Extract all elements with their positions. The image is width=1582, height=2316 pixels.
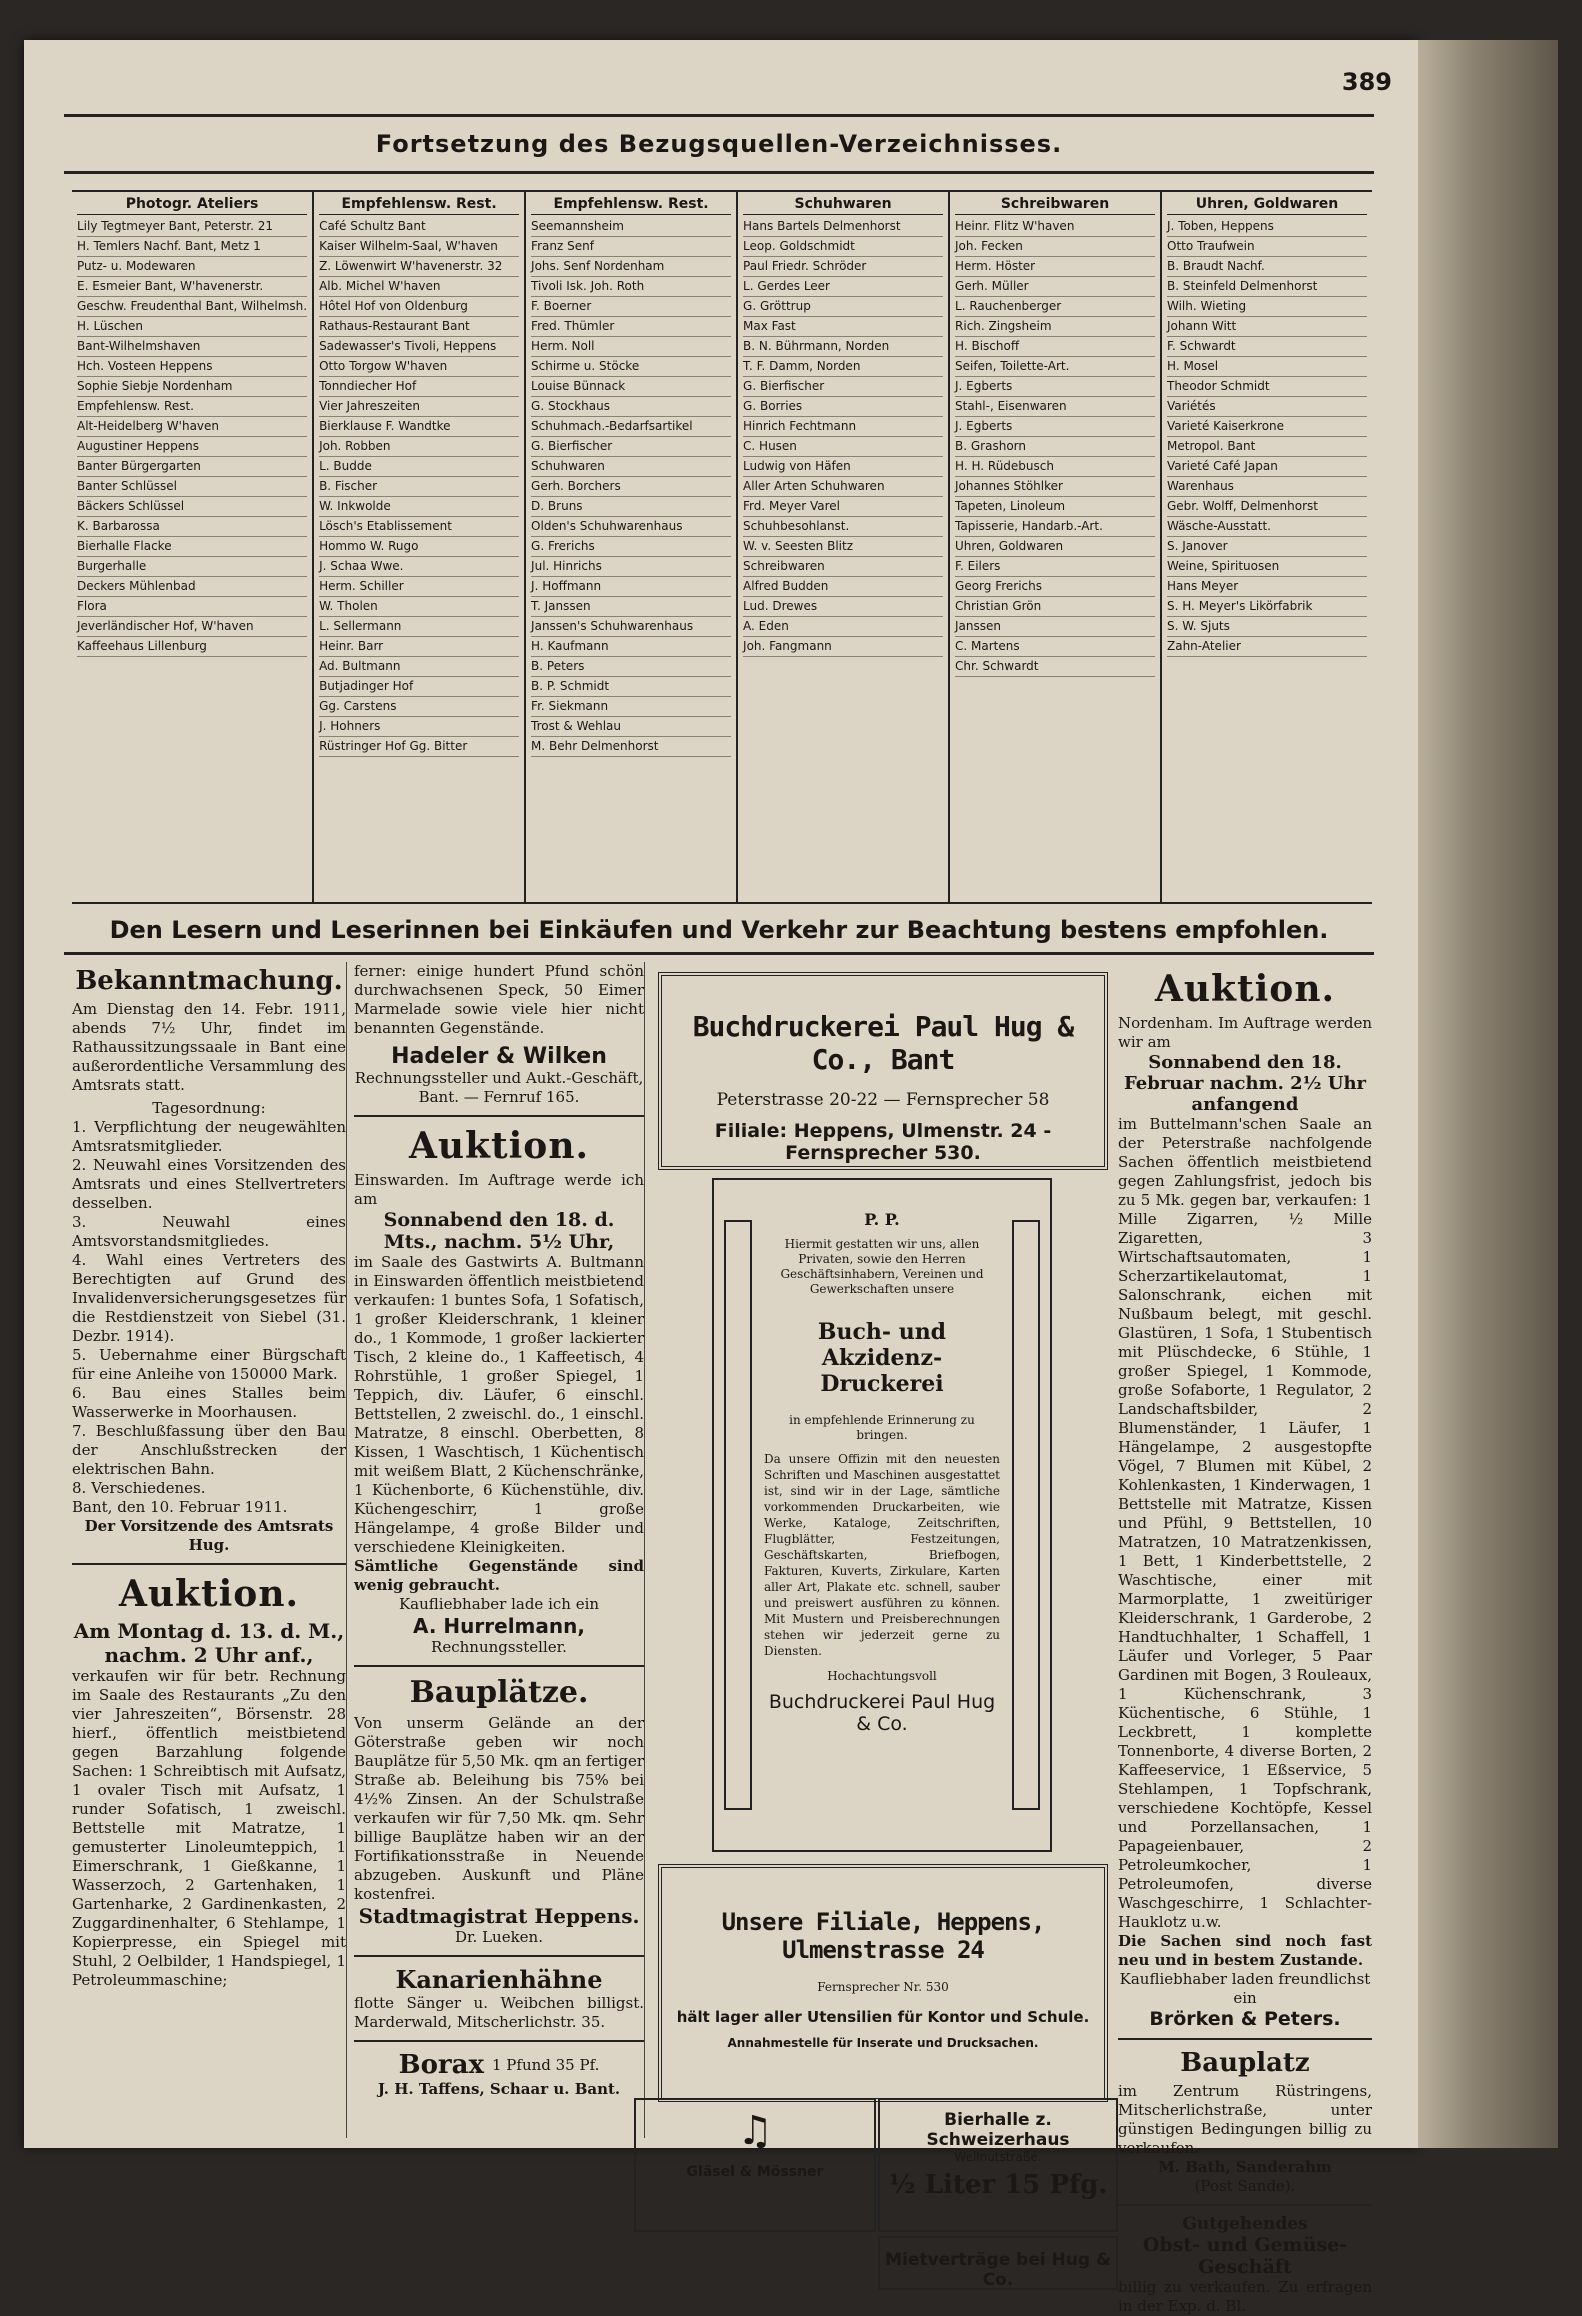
canary-title: Kanarienhähne [395, 1965, 603, 1994]
beer-hall-price: ½ Liter 15 Pfg. [888, 2170, 1108, 2200]
directory-entry: Tapisserie, Handarb.-Art. [955, 517, 1155, 537]
directory-entry: G. Stockhaus [531, 397, 731, 417]
directory-entry: Uhren, Goldwaren [955, 537, 1155, 557]
directory-entry: Bierhalle Flacke [77, 537, 307, 557]
directory-entry: B. Peters [531, 657, 731, 677]
directory-entry: Ad. Bultmann [319, 657, 519, 677]
directory-entry: Joh. Fecken [955, 237, 1155, 257]
directory-entry: Chr. Schwardt [955, 657, 1155, 677]
ornament [724, 1220, 752, 1810]
plots-signature: Stadtmagistrat Heppens. [358, 1904, 640, 1928]
directory-entry: Warenhaus [1167, 477, 1367, 497]
directory-entry: Herm. Höster [955, 257, 1155, 277]
auction-column [354, 962, 645, 2138]
directory-entry: Alb. Michel W'haven [319, 277, 519, 297]
branch-stock: hält lager aller Utensilien für Kontor und Schule. [676, 2008, 1090, 2026]
rental-ad [878, 2236, 1118, 2290]
violin-icon: ♫ [737, 2108, 773, 2154]
directory-entry: Joh. Fangmann [743, 637, 943, 657]
printing-body-box [712, 1178, 1052, 1852]
directory-entry: Herm. Noll [531, 337, 731, 357]
directory-entry: H. Temlers Nachf. Bant, Metz 1 [77, 237, 307, 257]
directory-entry: Sophie Siebje Nordenham [77, 377, 307, 397]
directory-entry: M. Behr Delmenhorst [531, 737, 731, 757]
directory-entry: J. Egberts [955, 417, 1155, 437]
auction-place: Nordenham. Im Auftrage werden wir am [1118, 1014, 1372, 1051]
directory-entry: B. Steinfeld Delmenhorst [1167, 277, 1367, 297]
plot-text: im Zentrum Rüstringens, Mitscherlichstraße, unter günstigen Bedingungen billig zu verkaufen. [1118, 2082, 1372, 2157]
borax-price: 1 Pfund 35 Pf. [491, 2055, 600, 2074]
auction-date: Sonnabend den 18. Februar nachm. 2½ Uhr anfangend [1123, 1052, 1367, 1115]
newspaper-page [24, 40, 1418, 2315]
auction-invite: Kaufliebhaber laden freundlichst ein [1119, 1970, 1371, 2007]
book-spine [1418, 40, 1558, 2148]
directory-entry: Wäsche-Ausstatt. [1167, 517, 1367, 537]
directory-entry: Hans Meyer [1167, 577, 1367, 597]
page-number: 389 [1341, 68, 1392, 96]
auction-invite: Kaufliebhaber lade ich ein [398, 1595, 600, 1613]
ad-closing: Hochachtungsvoll [827, 1669, 937, 1683]
directory-entry: B. P. Schmidt [531, 677, 731, 697]
directory-entry: Lud. Drewes [743, 597, 943, 617]
branch-accept: Annahmestelle für Inserate und Drucksachen. [727, 2036, 1039, 2050]
beer-hall-name: Bierhalle z. Schweizerhaus [926, 2110, 1070, 2150]
directory-entry: Flora [77, 597, 307, 617]
directory-entry: Augustiner Heppens [77, 437, 307, 457]
directory-entry: Stahl-, Eisenwaren [955, 397, 1155, 417]
directory-entry: Z. Löwenwirt W'havenerstr. 32 [319, 257, 519, 277]
directory-entry: A. Eden [743, 617, 943, 637]
directory-entry: Fr. Siekmann [531, 697, 731, 717]
directory-entry: Herm. Schiller [319, 577, 519, 597]
directory-entry: Paul Friedr. Schröder [743, 257, 943, 277]
directory-entry: Seemannsheim [531, 217, 731, 237]
directory-entry: Leop. Goldschmidt [743, 237, 943, 257]
directory-entry: C. Husen [743, 437, 943, 457]
auction-date: Am Montag d. 13. d. M., nachm. 2 Uhr anf., [73, 1619, 345, 1667]
directory-column-heading: Schreibwaren [955, 194, 1155, 215]
agenda-item: 5. Uebernahme einer Bürgschaft für eine Anleihe von 150000 Mark. [72, 1346, 346, 1383]
directory-entry: Zahn-Atelier [1167, 637, 1367, 657]
firm-subtitle: Rechnungssteller und Aukt.-Geschäft, Bant. — Fernruf 165. [354, 1069, 644, 1106]
firm-name: Hadeler & Wilken [391, 1044, 607, 1069]
directory-entry: G. Bierfischer [531, 437, 731, 457]
plots-text: Von unserm Gelände an der Göterstraße geben wir noch Bauplätze für 5,50 Mk. qm an fertiger Straße ab. Beleihung bis 75% bei 4½% Zinsen. An der Schulstraße verkaufen wir für 7,50 Mk. qm. Sehr billige Bauplätze haben wir an der Fortifikationsstraße in Neuende abzugeben. Auskunft und Pläne kostenfrei. [354, 1714, 644, 1903]
directory-entry: H. H. Rüdebusch [955, 457, 1155, 477]
directory-entry: E. Esmeier Bant, W'havenerstr. [77, 277, 307, 297]
directory-entry: Putz- u. Modewaren [77, 257, 307, 277]
directory-column [738, 192, 950, 902]
directory-entry: H. Kaufmann [531, 637, 731, 657]
directory-entry: G. Bierfischer [743, 377, 943, 397]
branch-phone: Fernsprecher Nr. 530 [817, 1980, 949, 1994]
directory-entry: F. Schwardt [1167, 337, 1367, 357]
directory-column-heading: Uhren, Goldwaren [1167, 194, 1367, 215]
directory-entry: Janssen's Schuhwarenhaus [531, 617, 731, 637]
directory-entry: H. Bischoff [955, 337, 1155, 357]
plot-signature-sub: (Post Sande). [1194, 2177, 1296, 2195]
signature-subtitle: Rechnungssteller. [431, 1638, 567, 1656]
printing-address: Peterstrasse 20-22 — Fernsprecher 58 [716, 1090, 1050, 1110]
directory-entry: L. Gerdes Leer [743, 277, 943, 297]
agenda-item: 2. Neuwahl eines Vorsitzenden des Amtsrats und eines Stellvertreters desselben. [72, 1156, 346, 1212]
directory-entry: J. Schaa Wwe. [319, 557, 519, 577]
directory-entry: J. Egberts [955, 377, 1155, 397]
directory-column-heading: Empfehlensw. Rest. [319, 194, 519, 215]
directory-entry: Empfehlensw. Rest. [77, 397, 307, 417]
plot-signature: M. Bath, Sanderahm [1158, 2158, 1332, 2176]
auction-column-right [1118, 962, 1372, 2315]
directory-banner: Fortsetzung des Bezugsquellen-Verzeichnisses. [64, 114, 1374, 174]
directory-entry: F. Eilers [955, 557, 1155, 577]
printing-firm: Buchdruckerei Paul Hug & Co., Bant [692, 1010, 1074, 1076]
printing-house-ad [658, 972, 1108, 2122]
directory-entry: Bierklause F. Wandtke [319, 417, 519, 437]
ad-body2: in empfehlende Erinnerung zu bringen. [789, 1413, 975, 1442]
directory-entry: Olden's Schuhwarenhaus [531, 517, 731, 537]
directory-entry: F. Boerner [531, 297, 731, 317]
auction-place: Einswarden. Im Auftrage werde ich am [354, 1171, 644, 1208]
directory-entry: Tonndiecher Hof [319, 377, 519, 397]
directory-entry: Rüstringer Hof Gg. Bitter [319, 737, 519, 757]
shop-text: billig zu verkaufen. Zu erfragen in der Exp. d. Bl. [1118, 2278, 1372, 2315]
directory-entry: Tivoli Isk. Joh. Roth [531, 277, 731, 297]
directory-entry: Tapeten, Linoleum [955, 497, 1155, 517]
ad-body3: Da unsere Offizin mit den neuesten Schriften und Maschinen ausgestattet ist, sind wir in der Lage, sämtliche vorkommenden Druckarbeiten, wie Werke, Kataloge, Zeitschriften, Flugblätter, Festzeitungen, Geschäftskarten, Briefbogen, Fakturen, Kuverts, Zirkulare, Karten aller Art, Plakate etc. schnell, sauber und preiswert ausführen zu können. Mit Mustern und Preisberechnungen stehen wir jederzeit gerne zu Diensten. [764, 1452, 1000, 1658]
pp: P. P. [864, 1210, 900, 1229]
directory-entry: Rich. Zingsheim [955, 317, 1155, 337]
auction-text: verkaufen wir für betr. Rechnung im Saale des Restaurants „Zu den vier Jahreszeiten“, Börsenstr. 28 hierf., öffentlich meistbietend gegen Barzahlung folgende Sachen: 1 Schreibtisch mit Aufsatz, 1 ovaler Tisch mit Aufsatz, 1 runder Sofatisch, 1 zweischl. Bettstelle mit Matratze, 1 gemusterter Linoleumteppich, 1 Eimerschrank, 1 Gießkanne, 1 Wasserzoch, 2 Gartenhaken, 1 Gartenharke, 2 Gardinenkasten, 2 Zuggardinenhalter, 6 Stehlampe, 1 Kopierpresse, ein Spiegel mit Stuhl, 2 Oelbilder, 1 Handspiegel, 1 Petroleummaschine; [72, 1667, 346, 1989]
directory-entry: G. Frerichs [531, 537, 731, 557]
auction-signature: A. Hurrelmann, [413, 1614, 585, 1638]
ad-signature: Buchdruckerei Paul Hug & Co. [768, 1691, 996, 1735]
directory-entry: T. Janssen [531, 597, 731, 617]
directory-entry: Seifen, Toilette-Art. [955, 357, 1155, 377]
borax-firm: J. H. Taffens, Schaar u. Bant. [377, 2080, 621, 2098]
branch-title: Unsere Filiale, Heppens, Ulmenstrasse 24 [721, 1908, 1045, 1964]
directory-entry: Schuhbesohlanst. [743, 517, 943, 537]
directory-entry: K. Barbarossa [77, 517, 307, 537]
directory-entry: G. Borries [743, 397, 943, 417]
directory-entry: Jeverländischer Hof, W'haven [77, 617, 307, 637]
divider [1118, 2038, 1372, 2040]
auction-note: Sämtliche Gegenstände sind wenig gebraucht. [354, 1557, 644, 1594]
directory-entry: Schuhwaren [531, 457, 731, 477]
auction-date: Sonnabend den 18. d. Mts., nachm. 5½ Uhr, [383, 1209, 615, 1253]
directory-entry: Louise Bünnack [531, 377, 731, 397]
directory-column [72, 192, 314, 902]
directory-entry: Metropol. Bant [1167, 437, 1367, 457]
directory-entry: Trost & Wehlau [531, 717, 731, 737]
directory-entry: Franz Senf [531, 237, 731, 257]
auction-title: Auktion. [118, 1573, 300, 1615]
directory-entry: B. N. Bührmann, Norden [743, 337, 943, 357]
auction-text: im Buttelmann'schen Saale an der Peterstraße nachfolgende Sachen öffentlich meistbietend gegen Zahlungsfrist, jedoch bis zu 5 Mk. gegen bar, verkaufen: 1 Mille Zigarren, ½ Mille Zigaretten, 3 Wirtschaftsautomaten, 1 Scherzartikelautomat, 1 Salonschrank, eichen mit Nußbaum belegt, mit geschl. Glastüren, 1 Sofa, 1 Stubentisch mit Plüschdecke, 6 Stühle, 1 großer Spiegel, 1 Kommode, große Sofaborte, 1 Regulator, 2 Landschaftsbilder, 2 Blumenständer, 1 Läufer, 1 Hängelampe, 2 ausgestopfte Vögel, 7 Blumen mit Kübel, 2 Kohlenkasten, 1 Kinderwagen, 1 Bettstelle mit Matratze, Kissen und Pfühl, 9 Bettstellen, 10 Matratzen, 10 Matratzenkissen, 1 Bett, 1 Kinderbettstelle, 2 Waschtische, einer mit Marmorplatte, 1 zweitüriger Kleiderschrank, 1 Garderobe, 2 Handtuchhalter, 1 Schaffell, 1 Läufer und Vorleger, 5 Paar Gardinen mit Bogen, 3 Rouleaux, 1 Küchenschrank, 3 Küchentische, 6 Stühle, 1 Leckbrett, 1 komplette Tonnenborte, 4 diverse Borten, 2 Kaffeeservice, 1 Eßservice, 5 Stehlampen, 1 Topfschrank, verschiedene Kochtöpfe, Kessel und Porzellansachen, 1 Papageienbauer, 2 Petroleumkocher, 1 Petroleumofen, diverse Waschgeschirre, 1 Schlachter-Hauklotz u.w. [1118, 1115, 1372, 1931]
directory-entry: Johannes Stöhlker [955, 477, 1155, 497]
directory-entry: W. v. Seesten Blitz [743, 537, 943, 557]
directory-entry: Schreibwaren [743, 557, 943, 577]
agenda-item: 1. Verpflichtung der neugewählten Amtsratsmitglieder. [72, 1118, 346, 1155]
directory-entry: Joh. Robben [319, 437, 519, 457]
directory-entry: Banter Schlüssel [77, 477, 307, 497]
directory-entry: Rathaus-Restaurant Bant [319, 317, 519, 337]
directory-column [526, 192, 738, 902]
directory-entry: Café Schultz Bant [319, 217, 519, 237]
directory-entry: Christian Grön [955, 597, 1155, 617]
directory-entry: L. Budde [319, 457, 519, 477]
directory-entry: Varieté Kaiserkrone [1167, 417, 1367, 437]
directory-entry: S. Janover [1167, 537, 1367, 557]
directory-entry: T. F. Damm, Norden [743, 357, 943, 377]
agenda-item: 7. Beschlußfassung über den Bau der Anschlußstrecken der elektrischen Bahn. [72, 1422, 346, 1478]
notice-signature: Der Vorsitzende des Amtsrats Hug. [84, 1517, 334, 1554]
notice-date: Bant, den 10. Februar 1911. [72, 1498, 288, 1516]
slogan: Den Lesern und Leserinnen bei Einkäufen und Verkehr zur Beachtung bestens empfohlen. [109, 916, 1329, 944]
borax-title: Borax [398, 2050, 484, 2080]
plots-title: Bauplätze. [409, 1675, 589, 1710]
directory-entry: S. H. Meyer's Likörfabrik [1167, 597, 1367, 617]
rental-text: Mietverträge bei Hug & Co. [885, 2250, 1111, 2290]
agenda-item: 3. Neuwahl eines Amtsvorstandsmitgliedes. [72, 1213, 346, 1250]
directory-entry: Kaffeehaus Lillenburg [77, 637, 307, 657]
music-firm: Gläsel & Mössner [686, 2164, 824, 2180]
divider [354, 1115, 644, 1117]
auction-signature: Brörken & Peters. [1149, 2008, 1341, 2030]
shop-heading: Gutgehendes [1182, 2214, 1308, 2234]
directory-entry: Johann Witt [1167, 317, 1367, 337]
directory-entry: D. Bruns [531, 497, 731, 517]
directory-entry: G. Gröttrup [743, 297, 943, 317]
directory-entry: Heinr. Barr [319, 637, 519, 657]
canary-text: flotte Sänger u. Weibchen billigst. Marderwald, Mitscherlichstr. 35. [354, 1994, 644, 2031]
directory-entry: Bäckers Schlüssel [77, 497, 307, 517]
ad-intro: Hiermit gestatten wir uns, allen Privaten, sowie den Herren Geschäftsinhabern, Vereinen und Gewerkschaften unsere [780, 1237, 984, 1296]
directory-entry: Hommo W. Rugo [319, 537, 519, 557]
beer-hall-street: Wellnutstraße. [954, 2150, 1042, 2164]
directory-entry: Schuhmach.-Bedarfsartikel [531, 417, 731, 437]
directory-entry: Max Fast [743, 317, 943, 337]
directory-column [1162, 192, 1372, 902]
directory-column-heading: Empfehlensw. Rest. [531, 194, 731, 215]
beer-hall-ad [878, 2098, 1118, 2232]
directory-column-heading: Schuhwaren [743, 194, 943, 215]
directory-entry: Georg Frerichs [955, 577, 1155, 597]
directory-entry: Alt-Heidelberg W'haven [77, 417, 307, 437]
directory-entry: Hans Bartels Delmenhorst [743, 217, 943, 237]
directory-entry: Sadewasser's Tivoli, Heppens [319, 337, 519, 357]
directory-entry: Heinr. Flitz W'haven [955, 217, 1155, 237]
directory-entry: L. Sellermann [319, 617, 519, 637]
directory-entry: Alfred Budden [743, 577, 943, 597]
auction-title: Auktion. [408, 1125, 590, 1167]
directory-entry: Weine, Spirituosen [1167, 557, 1367, 577]
divider [64, 952, 1374, 955]
plots-signature-name: Dr. Lueken. [455, 1928, 543, 1946]
divider [72, 1563, 346, 1565]
directory-entry: B. Grashorn [955, 437, 1155, 457]
directory-entry: W. Inkwolde [319, 497, 519, 517]
directory-entry: H. Mosel [1167, 357, 1367, 377]
directory-entry: H. Lüschen [77, 317, 307, 337]
directory-entry: Deckers Mühlenbad [77, 577, 307, 597]
directory-entry: Gerh. Müller [955, 277, 1155, 297]
divider [354, 1665, 644, 1667]
directory-entry: Ludwig von Häfen [743, 457, 943, 477]
printing-branch-box [658, 1864, 1108, 2102]
directory-entry: Lily Tegtmeyer Bant, Peterstr. 21 [77, 217, 307, 237]
directory-entry: J. Hohners [319, 717, 519, 737]
directory-column [950, 192, 1162, 902]
directory-entry: Gebr. Wolff, Delmenhorst [1167, 497, 1367, 517]
agenda-heading: Tagesordnung: [152, 1099, 266, 1117]
directory-entry: Fred. Thümler [531, 317, 731, 337]
directory-entry: Varieté Café Japan [1167, 457, 1367, 477]
printing-header-box [658, 972, 1108, 1170]
directory-entry: Aller Arten Schuhwaren [743, 477, 943, 497]
agenda-item: 6. Bau eines Stalles beim Wasserwerke in Moorhausen. [72, 1384, 346, 1421]
directory-entry: Hch. Vosteen Heppens [77, 357, 307, 377]
directory-entry: Hinrich Fechtmann [743, 417, 943, 437]
directory-entry: Vier Jahreszeiten [319, 397, 519, 417]
directory-entry: J. Hoffmann [531, 577, 731, 597]
directory-entry: Geschw. Freudenthal Bant, Wilhelmsh. [77, 297, 307, 317]
directory-entry: W. Tholen [319, 597, 519, 617]
directory-entry: J. Toben, Heppens [1167, 217, 1367, 237]
directory-column [314, 192, 526, 902]
directory-entry: B. Braudt Nachf. [1167, 257, 1367, 277]
directory-entry: Gg. Carstens [319, 697, 519, 717]
directory-entry: Theodor Schmidt [1167, 377, 1367, 397]
business-directory [72, 190, 1372, 904]
classifieds-area [72, 962, 1372, 2315]
directory-entry: L. Rauchenberger [955, 297, 1155, 317]
directory-entry: S. W. Sjuts [1167, 617, 1367, 637]
divider [354, 1955, 644, 1957]
directory-entry: Jul. Hinrichs [531, 557, 731, 577]
directory-entry: B. Fischer [319, 477, 519, 497]
directory-entry: Hôtel Hof von Oldenburg [319, 297, 519, 317]
directory-entry: Schirme u. Stöcke [531, 357, 731, 377]
directory-entry: Banter Bürgergarten [77, 457, 307, 477]
auction-extra: ferner: einige hundert Pfund schön durchwachsenen Speck, 50 Eimer Marmelade sowie viele hier nicht benannten Gegenstände. [354, 962, 644, 1037]
directory-entry: Janssen [955, 617, 1155, 637]
auction-title: Auktion. [1154, 968, 1336, 1010]
notice-title: Bekanntmachung. [75, 966, 343, 996]
notice-intro: Am Dienstag den 14. Febr. 1911, abends 7½ Uhr, findet im Rathaussitzungssaale in Bant eine außerordentliche Versammlung des Amtsrats statt. [72, 1000, 346, 1094]
ornament [1012, 1220, 1040, 1810]
directory-entry: C. Martens [955, 637, 1155, 657]
directory-entry: Variétés [1167, 397, 1367, 417]
directory-entry: Lösch's Etablissement [319, 517, 519, 537]
directory-entry: Kaiser Wilhelm-Saal, W'haven [319, 237, 519, 257]
ad-product: Buch- und Akzidenz-Druckerei [817, 1319, 947, 1397]
auction-note: Die Sachen sind noch fast neu und in bestem Zustande. [1118, 1932, 1372, 1969]
printing-branch: Filiale: Heppens, Ulmenstr. 24 - Fernsprecher 530. [714, 1120, 1052, 1164]
divider [354, 2040, 644, 2042]
directory-entry: Johs. Senf Nordenham [531, 257, 731, 277]
directory-entry: Wilh. Wieting [1167, 297, 1367, 317]
directory-entry: Butjadinger Hof [319, 677, 519, 697]
directory-entry: Bant-Wilhelmshaven [77, 337, 307, 357]
plot-title: Bauplatz [1180, 2048, 1310, 2078]
agenda-item: 4. Wahl eines Vertreters des Berechtigten auf Grund des Invalidenversicherungsgesetzes für die Restdienstzeit von Siebel (31. Dezbr. 1914). [72, 1251, 346, 1345]
directory-entry: Frd. Meyer Varel [743, 497, 943, 517]
shop-title: Obst- und Gemüse-Geschäft [1142, 2234, 1348, 2278]
divider [1118, 2204, 1372, 2206]
agenda-item: 8. Verschiedenes. [72, 1479, 206, 1497]
directory-entry: Otto Traufwein [1167, 237, 1367, 257]
directory-entry: Gerh. Borchers [531, 477, 731, 497]
directory-entry: Burgerhalle [77, 557, 307, 577]
directory-column-heading: Photogr. Ateliers [77, 194, 307, 215]
auction-text: im Saale des Gastwirts A. Bultmann in Einswarden öffentlich meistbietend verkaufen: 1 buntes Sofa, 1 Sofatisch, 1 großer Kleiderschrank, 1 kleiner do., 1 Kommode, 1 großer lackierter Tisch, 2 kleine do., 1 Kaffeetisch, 4 Rohrstühle, 1 großer Spiegel, 1 Teppich, div. Läufer, 6 einschl. Bettstellen, 2 zweischl. do., 1 einschl. Matratze, 8 einschl. Oberbetten, 8 Kissen, 1 Waschtisch, 1 Küchentisch mit weißem Blatt, 2 Küchenschränke, 1 Küchenborte, 6 Küchenstühle, div. Küchengeschirr, 1 große Hängelampe, 4 große Bilder und verschiedene Kleinigkeiten. [354, 1253, 644, 1556]
notice-column [72, 962, 347, 2138]
music-ad [634, 2098, 876, 2232]
directory-entry: Otto Torgow W'haven [319, 357, 519, 377]
